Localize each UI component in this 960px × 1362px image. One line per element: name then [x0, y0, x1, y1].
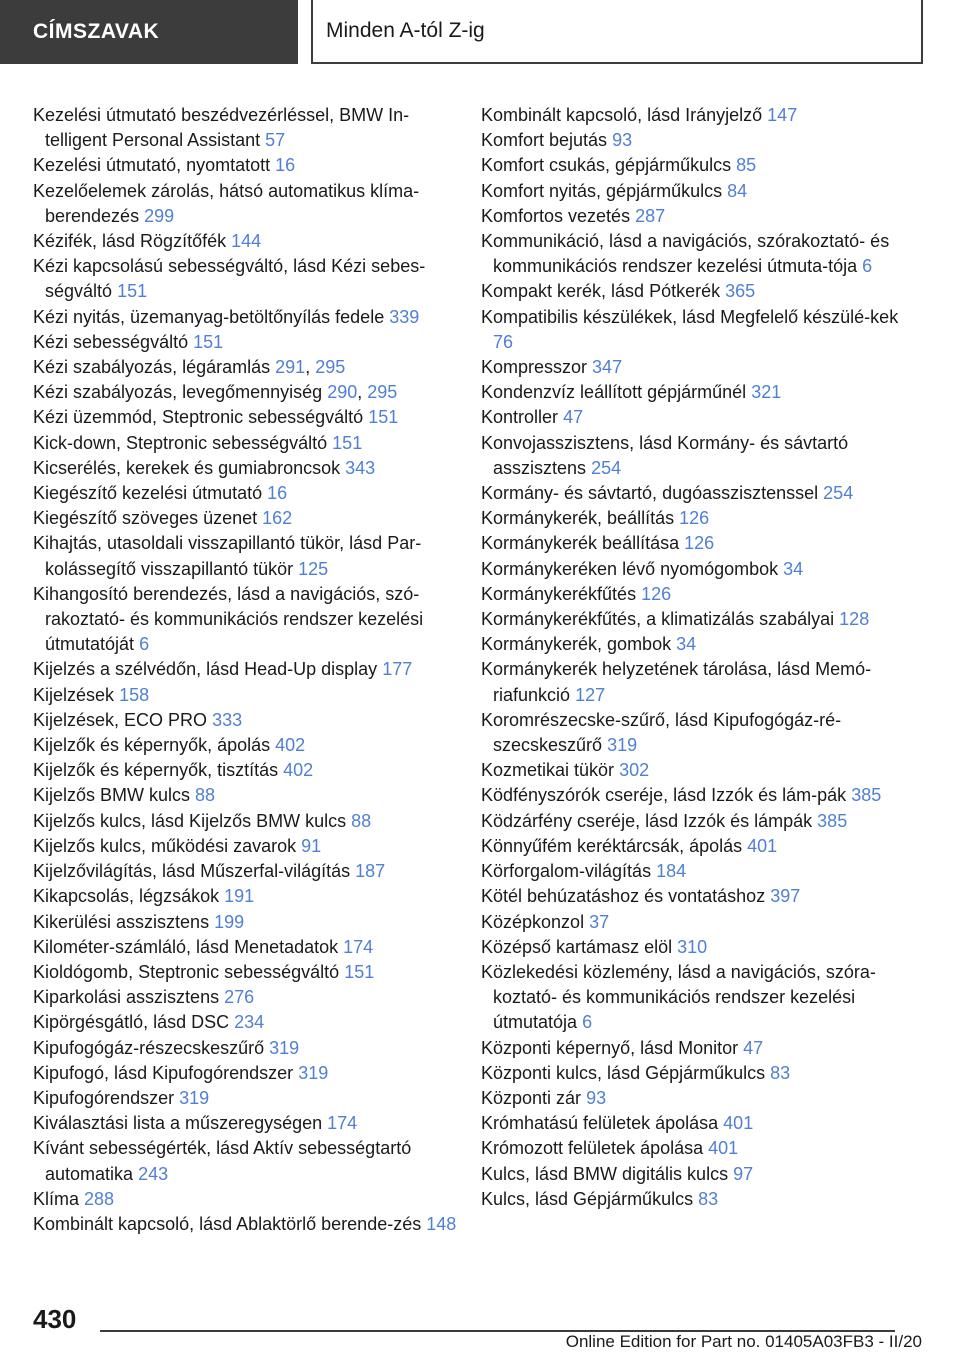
page-link[interactable]: 34: [783, 558, 804, 579]
page-number: 430: [33, 1304, 77, 1334]
index-entry: [33, 985, 463, 1010]
tab-cimszavak-label: CÍMSZAVAK: [33, 20, 160, 43]
index-entry: [481, 305, 921, 355]
page-link[interactable]: 151: [332, 432, 363, 453]
index-entry: [481, 859, 921, 884]
index-entry-text: Kézifék, lásd Rögzítőfék: [33, 231, 227, 252]
page-link[interactable]: 402: [283, 760, 314, 781]
index-entry-text: Konvojasszisztens, lásd Kormány- és sávtartó asszisztens: [481, 432, 849, 478]
index-entry: [33, 1010, 463, 1035]
page-link[interactable]: 126: [684, 533, 715, 554]
page-link[interactable]: 343: [345, 457, 376, 478]
page-link[interactable]: 151: [117, 281, 148, 302]
index-entry-text: Kiegészítő szöveges üzenet: [33, 508, 258, 529]
index-entry: [33, 910, 463, 935]
index-entry-text: Közlekedési közlemény, lásd a navigációs, szóra-koztató- és kommunikációs rendszer kezelési útmutatója: [481, 961, 876, 1033]
index-entry-text: Központi zár: [481, 1087, 582, 1108]
index-entry: [481, 960, 921, 1036]
page-link[interactable]: 47: [563, 407, 584, 428]
page-link[interactable]: 287: [635, 205, 666, 226]
index-entry: [481, 632, 921, 657]
index-entry: [33, 1136, 463, 1186]
index-entry: [33, 1187, 463, 1212]
edition-text: Online Edition for Part no. 01405A03FB3 - II/20: [565, 1332, 922, 1351]
index-entry-text: Körforgalom-világítás: [481, 861, 652, 882]
index-entry-text: Kipufogórendszer: [33, 1087, 175, 1108]
index-entry: [33, 481, 463, 506]
index-entry-text: Ködfényszórók cseréje, lásd Izzók és lám-pák: [481, 785, 847, 806]
index-entry-text: Kihangosító berendezés, lásd a navigációs, szó-rakoztató- és kommunikációs rendszer kezelési útmutatóját: [33, 583, 424, 655]
page-link[interactable]: 385: [851, 785, 882, 806]
page-link[interactable]: 125: [298, 558, 329, 579]
page-link[interactable]: 126: [641, 583, 672, 604]
page-link[interactable]: 57: [265, 130, 286, 151]
index-entry: [33, 683, 463, 708]
index-entry: [33, 960, 463, 985]
page-link[interactable]: 295: [315, 357, 346, 378]
page-link[interactable]: 199: [214, 911, 245, 932]
index-entry: [481, 1111, 921, 1136]
page-link[interactable]: 319: [179, 1087, 210, 1108]
page-link[interactable]: 401: [747, 835, 778, 856]
index-entry: [481, 783, 921, 808]
index-entry: [481, 910, 921, 935]
index-entry-text: Ködzárfény cseréje, lásd Izzók és lámpák: [481, 810, 813, 831]
index-entry: [33, 1061, 463, 1086]
page-link[interactable]: 6: [139, 634, 150, 655]
index-entry-text: Kombinált kapcsoló, lásd Irányjelző: [481, 105, 763, 125]
index-entry-text: Kijelzések: [33, 684, 115, 705]
index-entry: [33, 1036, 463, 1061]
page-link[interactable]: 385: [817, 810, 848, 831]
index-entry-text: Komfort nyitás, gépjárműkulcs: [481, 180, 723, 201]
page-link[interactable]: 97: [733, 1163, 754, 1184]
index-entry: [33, 431, 463, 456]
page-link[interactable]: 151: [193, 331, 224, 352]
page-link[interactable]: 243: [138, 1163, 169, 1184]
index-entry: [481, 179, 921, 204]
index-entry-text: Kézi üzemmód, Steptronic sebességváltó: [33, 407, 364, 428]
index-entry-text: Koromrészecske-szűrő, lásd Kipufogógáz-ré-szecskeszűrő: [481, 709, 842, 756]
index-entry: [33, 859, 463, 884]
index-entry-text: Kormánykeréken lévő nyomógombok: [481, 558, 779, 579]
index-entry-text: Krómhatású felületek ápolása: [481, 1113, 719, 1134]
page-link[interactable]: 401: [708, 1138, 739, 1159]
index-entry-text: Kívánt sebességérték, lásd Aktív sebességtartó automatika: [33, 1138, 412, 1184]
page-link[interactable]: 288: [84, 1188, 115, 1209]
index-entry-text: Kézi kapcsolású sebességváltó, lásd Kézi sebes-ségváltó: [33, 256, 426, 302]
index-entry: [481, 935, 921, 960]
index-entry: [481, 128, 921, 153]
index-entry-text: Kijelzők és képernyők, tisztítás: [33, 760, 279, 781]
index-entry: [481, 884, 921, 909]
index-entry: [481, 1086, 921, 1111]
index-entry: [33, 330, 463, 355]
index-entry: [481, 103, 921, 128]
index-entry: [33, 1212, 463, 1237]
index-entry: [481, 657, 921, 707]
index-entry-text: Középkonzol: [481, 911, 585, 932]
index-entry: [33, 506, 463, 531]
index-entry: Kézi szabályozás, levegőmennyiség 290, 295: [33, 382, 398, 403]
index-entry-text: Kompakt kerék, lásd Pótkerék: [481, 281, 721, 302]
index-entry-text: Kijelzővilágítás, lásd Műszerfal-világítás: [33, 861, 351, 882]
index-entry: [481, 758, 921, 783]
index-entry-text: Kikapcsolás, légzsákok: [33, 886, 220, 907]
index-entry: [33, 531, 463, 581]
index-entry: [33, 254, 463, 304]
index-entry: [481, 355, 921, 380]
index-entry-text: Kezelési útmutató beszédvezérléssel, BMW In-telligent Personal Assistant: [33, 105, 410, 151]
page-link[interactable]: 16: [275, 155, 296, 176]
index-entry-text: Kikerülési asszisztens: [33, 911, 210, 932]
index-entry-text: Kipufogógáz-részecskeszűrő: [33, 1037, 265, 1058]
index-entry: [33, 1086, 463, 1111]
index-entry: [481, 431, 921, 481]
index-entry-text: Kihajtás, utasoldali visszapillantó tükör, lásd Par-kolássegítő visszapillantó tükör: [33, 533, 422, 579]
index-entry: [481, 1136, 921, 1161]
index-entry: [33, 1111, 463, 1136]
index-entry-text: Kiválasztási lista a műszeregységen: [33, 1113, 323, 1134]
index-entry: [33, 153, 463, 178]
page-link[interactable]: 339: [389, 306, 420, 327]
page-link[interactable]: 319: [607, 735, 638, 756]
page-link[interactable]: 321: [751, 382, 782, 403]
index-entry-text: Kijelzős BMW kulcs: [33, 785, 191, 806]
page-link[interactable]: 37: [589, 911, 610, 932]
index-entry-text: Kondenzvíz leállított gépjárműnél: [481, 382, 747, 403]
page-link[interactable]: 126: [679, 508, 710, 529]
page-link[interactable]: 295: [367, 382, 398, 403]
index-entry: [481, 1061, 921, 1086]
page-link[interactable]: 291: [275, 357, 306, 378]
index-entry: [33, 809, 463, 834]
index-entry: [481, 708, 921, 758]
index-entry-text: Kijelzés a szélvédőn, lásd Head-Up display: [33, 659, 378, 680]
index-entry-text: Kiparkolási asszisztens: [33, 987, 220, 1008]
page-link[interactable]: 151: [344, 961, 375, 982]
index-entry-text: Kézi sebességváltó: [33, 331, 189, 352]
page-link[interactable]: 397: [770, 886, 801, 907]
page-link[interactable]: 34: [676, 634, 697, 655]
page-link[interactable]: 254: [823, 483, 854, 504]
page-link[interactable]: 299: [144, 205, 175, 226]
index-entry-text: Központi kulcs, lásd Gépjárműkulcs: [481, 1062, 766, 1083]
index-column-left: [33, 103, 463, 1237]
page-link[interactable]: 144: [231, 231, 262, 252]
index-entry-text: Központi képernyő, lásd Monitor: [481, 1037, 739, 1058]
index-entry-text: Kötél behúzatáshoz és vontatáshoz: [481, 886, 766, 907]
page-link[interactable]: 93: [612, 130, 633, 151]
index-entry-text: Komfortos vezetés: [481, 205, 631, 226]
index-entry-text: Krómozott felületek ápolása: [481, 1138, 704, 1159]
page-link[interactable]: 83: [770, 1062, 791, 1083]
index-entry: [33, 657, 463, 682]
index-entry-text: Kézi szabályozás, levegőmennyiség: [33, 382, 323, 403]
page-link[interactable]: 319: [298, 1062, 329, 1083]
page-link[interactable]: 254: [591, 457, 622, 478]
page-link[interactable]: 16: [267, 483, 288, 504]
page-link[interactable]: 88: [351, 810, 372, 831]
index-entry-text: Kormánykerék helyzetének tárolása, lásd Memó-riafunkció: [481, 659, 872, 705]
index-entry-text: Kormánykerék beállítása: [481, 533, 680, 554]
header-bar: [0, 0, 960, 68]
index-entry: [481, 380, 921, 405]
index-entry-text: Kormánykerék, beállítás: [481, 508, 675, 529]
page-link[interactable]: 85: [736, 155, 757, 176]
page-link[interactable]: 158: [119, 684, 150, 705]
index-entry: [33, 582, 463, 658]
index-entry-text: Kijelzések, ECO PRO: [33, 709, 208, 730]
index-entry-text: Középső kartámasz elöl: [481, 936, 673, 957]
index-entry: [481, 607, 921, 632]
index-entry-text: Kijelzők és képernyők, ápolás: [33, 735, 271, 756]
index-entry-text: Kilométer-számláló, lásd Menetadatok: [33, 936, 339, 957]
index-entry: [481, 1036, 921, 1061]
index-entry-text: Kormánykerékfűtés: [481, 583, 637, 604]
page-link[interactable]: 302: [619, 760, 650, 781]
page-link[interactable]: 128: [839, 609, 870, 630]
index-entry: [33, 758, 463, 783]
index-entry-text: Kiegészítő kezelési útmutató: [33, 483, 263, 504]
index-entry-text: Kommunikáció, lásd a navigációs, szórakoztató- és kommunikációs rendszer kezelési útmuta-tója: [481, 231, 890, 277]
index-entry-text: Kijelzős kulcs, lásd Kijelzős BMW kulcs: [33, 810, 347, 831]
index-entry: [33, 405, 463, 430]
page-link[interactable]: 151: [368, 407, 399, 428]
page-link[interactable]: 184: [656, 861, 687, 882]
index-entry: [481, 1162, 921, 1187]
index-entry: [481, 582, 921, 607]
index-entry-text: Kicserélés, kerekek és gumiabroncsok: [33, 457, 341, 478]
index-entry-text: Kontroller: [481, 407, 559, 428]
index-entry: [33, 103, 463, 153]
index-entry: [33, 708, 463, 733]
index-entry: [481, 506, 921, 531]
page-link[interactable]: 84: [727, 180, 748, 201]
index-entry: [481, 834, 921, 859]
index-entry: [481, 279, 921, 304]
index-entry-text: Komfort csukás, gépjárműkulcs: [481, 155, 732, 176]
page-link[interactable]: 6: [862, 256, 873, 277]
index-entry-text: Komfort bejutás: [481, 130, 608, 151]
page-link[interactable]: 83: [698, 1188, 719, 1209]
page-footer: [0, 1290, 960, 1362]
index-column-right: [481, 103, 921, 1212]
index-entry-text: Kezelési útmutató, nyomtatott: [33, 155, 271, 176]
index-entry: [33, 834, 463, 859]
tab-a-z[interactable]: [311, 0, 923, 64]
page-link[interactable]: 191: [224, 886, 255, 907]
page-link[interactable]: 93: [586, 1087, 607, 1108]
index-entry: [33, 305, 463, 330]
index-entry-text: Kompresszor: [481, 357, 588, 378]
page-link[interactable]: 88: [195, 785, 216, 806]
page-link[interactable]: 91: [301, 835, 322, 856]
index-entry-text: Kormánykerékfűtés, a klimatizálás szabályai: [481, 609, 835, 630]
index-entry-text: Kormány- és sávtartó, dugóasszisztenssel: [481, 483, 819, 504]
page-link[interactable]: 47: [743, 1037, 764, 1058]
index-entry: [33, 179, 463, 229]
index-entry-text: Kozmetikai tükör: [481, 760, 615, 781]
index-entry: [481, 153, 921, 178]
page-link[interactable]: 310: [677, 936, 708, 957]
index-entry: [33, 884, 463, 909]
index-entry-text: Klíma: [33, 1188, 80, 1209]
index-entry: Kézi szabályozás, légáramlás 291, 295: [33, 357, 346, 378]
index-entry-text: Kulcs, lásd BMW digitális kulcs: [481, 1163, 729, 1184]
tab-cimszavak[interactable]: [0, 0, 298, 64]
index-entry: [481, 481, 921, 506]
page-link[interactable]: 148: [426, 1213, 457, 1234]
index-entry: [481, 405, 921, 430]
page-link[interactable]: 333: [212, 709, 243, 730]
index-entry-text: Kick-down, Steptronic sebességváltó: [33, 432, 328, 453]
index-entry: [33, 935, 463, 960]
page-link[interactable]: 347: [592, 357, 623, 378]
index-entry-text: Kézi nyitás, üzemanyag-betöltőnyílás fedele: [33, 306, 385, 327]
index-entry-text: Kombinált kapcsoló, lásd Ablaktörlő berende-zés: [33, 1213, 422, 1234]
index-entry: [33, 229, 463, 254]
page-link[interactable]: 290: [327, 382, 358, 403]
index-entry-text: Kioldógomb, Steptronic sebességváltó: [33, 961, 340, 982]
page-link[interactable]: 174: [343, 936, 374, 957]
index-entry: [481, 229, 921, 279]
index-entry-text: Kézi szabályozás, légáramlás: [33, 357, 271, 378]
index-entry-text: Kulcs, lásd Gépjárműkulcs: [481, 1188, 694, 1209]
index-entry: [481, 531, 921, 556]
page-link[interactable]: 319: [269, 1037, 300, 1058]
index-entry-text: Kijelzős kulcs, működési zavarok: [33, 835, 297, 856]
page-link[interactable]: 6: [582, 1012, 593, 1033]
index-entry: [33, 456, 463, 481]
index-entry: [33, 733, 463, 758]
index-entry-text: Kompatibilis készülékek, lásd Megfelelő készülé-kek: [481, 306, 899, 327]
page-link[interactable]: 234: [234, 1012, 265, 1033]
page-link[interactable]: 127: [575, 684, 606, 705]
index-entry: [481, 809, 921, 834]
index-entry: [481, 557, 921, 582]
page-link[interactable]: 402: [275, 735, 306, 756]
page-link[interactable]: 365: [725, 281, 756, 302]
page-link[interactable]: 187: [355, 861, 386, 882]
page-link[interactable]: 162: [262, 508, 293, 529]
page-link[interactable]: 76: [493, 331, 514, 352]
page-link[interactable]: 174: [327, 1113, 358, 1134]
index-entry-text: Kipörgésgátló, lásd DSC: [33, 1012, 230, 1033]
index-entry: [481, 1187, 921, 1212]
page-link[interactable]: 147: [767, 105, 798, 125]
tab-a-z-label: Minden A-tól Z-ig: [326, 19, 485, 42]
index-entry-text: Kipufogó, lásd Kipufogórendszer: [33, 1062, 294, 1083]
index-entry-text: Kezelőelemek zárolás, hátsó automatikus klíma-berendezés: [33, 180, 420, 226]
index-entry-text: Kormánykerék, gombok: [481, 634, 672, 655]
index-entry-text: Könnyűfém keréktárcsák, ápolás: [481, 835, 743, 856]
page-link[interactable]: 401: [723, 1113, 754, 1134]
index-entry: [481, 204, 921, 229]
page-link[interactable]: 177: [382, 659, 413, 680]
index-entry: [33, 783, 463, 808]
page-link[interactable]: 276: [224, 987, 255, 1008]
